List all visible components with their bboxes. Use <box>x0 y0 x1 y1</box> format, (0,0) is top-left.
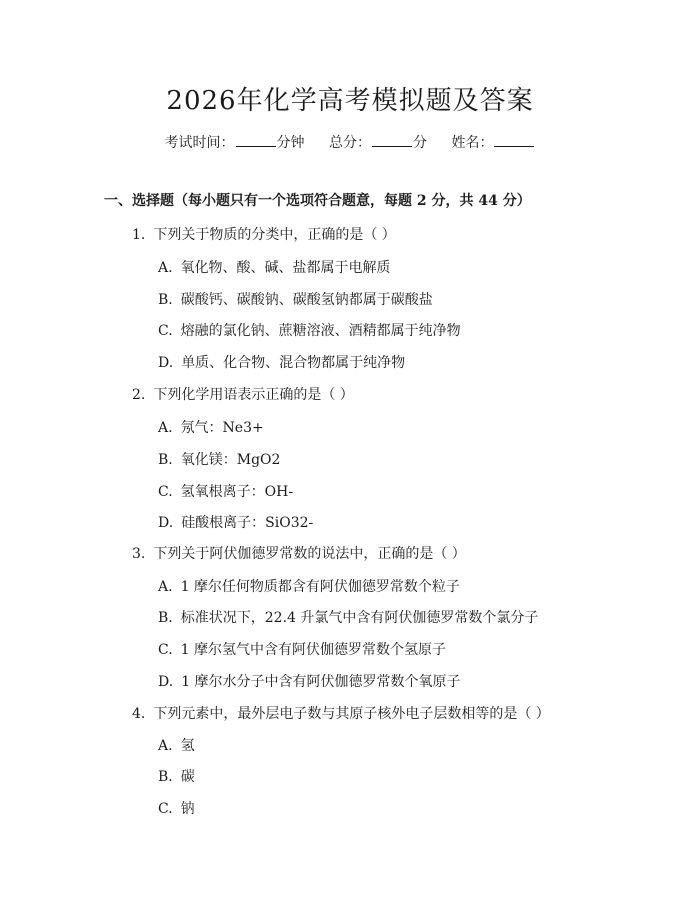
option <box>158 257 391 277</box>
question-text: 下列元素中，最外层电子数与其原子核外电子层数相等的是（ ） <box>153 706 550 722</box>
question <box>132 384 354 404</box>
option <box>158 449 280 469</box>
section-heading: 一、选择题（每小题只有一个选项符合题意，每题 2 分，共 44 分） <box>104 193 531 209</box>
option-letter: D. <box>158 355 174 371</box>
question-text: 下列关于物质的分类中，正确的是（ ） <box>153 227 396 243</box>
question-number: 1. <box>132 227 146 243</box>
option <box>158 352 405 372</box>
question-number: 4. <box>132 706 146 722</box>
option-text: 氧化镁：MgO2 <box>180 452 281 468</box>
option <box>158 417 264 437</box>
option <box>158 607 538 627</box>
option-letter: B. <box>158 610 173 626</box>
option-letter: B. <box>158 292 173 308</box>
option <box>158 481 293 501</box>
option-text: 硅酸根离子：SiO32- <box>181 515 314 531</box>
option-letter: C. <box>158 323 173 339</box>
option <box>158 289 433 309</box>
option-text: 熔融的氯化钠、蔗糖溶液、酒精都属于纯净物 <box>180 323 461 339</box>
option-text: 钠 <box>180 801 195 817</box>
question-number: 3. <box>132 546 146 562</box>
option <box>158 798 195 818</box>
exam-time-unit: 分钟 <box>276 135 305 151</box>
option-text: 1 摩尔氢气中含有阿伏伽德罗常数个氢原子 <box>180 642 447 658</box>
option-letter: D. <box>158 674 174 690</box>
exam-info-line <box>0 132 700 152</box>
option-text: 碳 <box>180 769 195 785</box>
option-letter: D. <box>158 515 174 531</box>
option-text: 氧化物、酸、碱、盐都属于电解质 <box>180 260 391 276</box>
exam-time-label: 考试时间： <box>164 135 235 151</box>
question <box>132 543 466 563</box>
option-text: 1 摩尔水分子中含有阿伏伽德罗常数个氧原子 <box>181 674 461 690</box>
name-blank <box>494 134 534 147</box>
option <box>158 639 446 659</box>
question-text: 下列关于阿伏伽德罗常数的说法中，正确的是（ ） <box>153 546 466 562</box>
option-text: 单质、化合物、混合物都属于纯净物 <box>181 355 406 371</box>
name-group <box>451 132 535 152</box>
exam-time-group <box>165 132 305 152</box>
option-letter: A. <box>158 738 173 754</box>
option-text: 氢 <box>180 738 195 754</box>
score-group <box>329 132 427 152</box>
option-letter: A. <box>158 420 173 436</box>
option-text: 氢氧根离子：OH- <box>180 484 294 500</box>
exam-time-blank <box>236 134 276 147</box>
question-number: 2. <box>132 387 146 403</box>
option <box>158 766 195 786</box>
option-letter: A. <box>158 579 173 595</box>
option <box>158 576 460 596</box>
option-text: 碳酸钙、碳酸钠、碳酸氢钠都属于碳酸盐 <box>180 292 433 308</box>
option <box>158 671 461 691</box>
score-unit: 分 <box>413 135 427 151</box>
question <box>132 703 550 723</box>
option <box>158 512 313 532</box>
option-letter: C. <box>158 484 173 500</box>
score-label: 总分： <box>329 135 371 151</box>
option-text: 氖气：Ne3+ <box>180 420 264 436</box>
option-text: 标准状况下，22.4 升氯气中含有阿伏伽德罗常数个氯分子 <box>180 610 539 626</box>
page-title: 2026年化学高考模拟题及答案 <box>166 86 534 116</box>
option-letter: B. <box>158 769 173 785</box>
question-text: 下列化学用语表示正确的是（ ） <box>153 387 354 403</box>
score-blank <box>372 134 412 147</box>
question <box>132 224 396 244</box>
option-text: 1 摩尔任何物质都含有阿伏伽德罗常数个粒子 <box>180 579 460 595</box>
option <box>158 735 195 755</box>
option-letter: C. <box>158 642 173 658</box>
option-letter: C. <box>158 801 173 817</box>
option-letter: A. <box>158 260 173 276</box>
option <box>158 320 461 340</box>
option-letter: B. <box>158 452 173 468</box>
name-label: 姓名： <box>451 135 494 151</box>
